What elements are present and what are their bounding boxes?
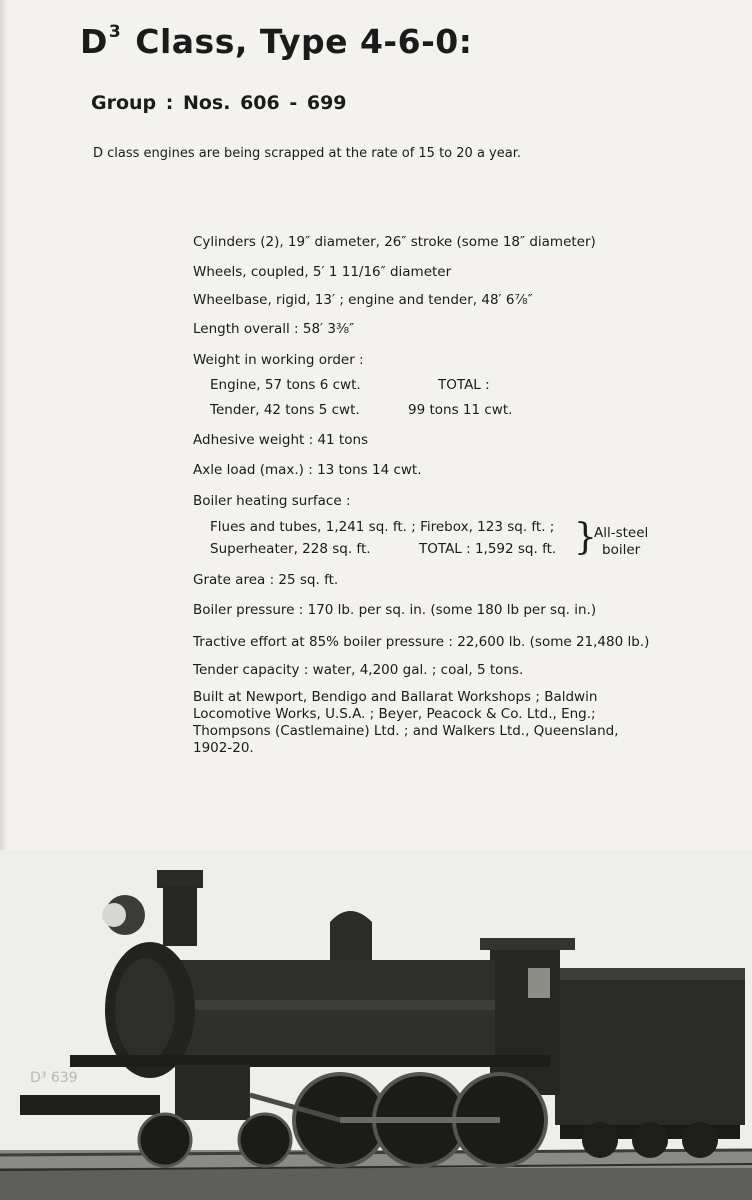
title-prefix: D [80, 22, 108, 61]
page-edge-shadow [0, 0, 8, 850]
spec-boiler-total: TOTAL : 1,592 sq. ft. [419, 541, 557, 557]
tender-body [555, 975, 745, 1125]
spec-superheater: Superheater, 228 sq. ft. [210, 541, 371, 557]
weight-total-value: 99 tons 11 cwt. [408, 402, 513, 418]
spec-wheelbase: Wheelbase, rigid, 13′ ; engine and tender, 48′ 6⅞″ [193, 292, 533, 308]
brace-glyph: } [574, 517, 597, 558]
title-superscript: 3 [108, 22, 122, 42]
locomotive-illustration [0, 850, 752, 1200]
steam-dome [330, 911, 372, 960]
spec-weight-heading: Weight in working order : [193, 352, 364, 368]
group-heading: Group : Nos. 606 - 699 [91, 92, 347, 114]
spec-grate: Grate area : 25 sq. ft. [193, 572, 339, 588]
spec-tender-capacity: Tender capacity : water, 4,200 gal. ; coal, 5 tons. [193, 662, 524, 678]
spec-tender-weight: Tender, 42 tons 5 cwt. [210, 402, 360, 418]
engine-number-plate: D³ 639 [30, 1070, 78, 1086]
allsteel-line-2: boiler [602, 542, 641, 558]
allsteel-note [594, 525, 648, 559]
spec-builders: Built at Newport, Bendigo and Ballarat Workshops ; Baldwin Locomotive Works, U.S.A. ; Beyer, Peacock & Co. Ltd., Eng.; Thompsons (Castlemaine) Ltd. ; and Walkers Ltd., Queensland, 1902-20. [193, 689, 619, 756]
title-rest: Class, Type 4-6-0: [135, 22, 473, 61]
spec-pressure: Boiler pressure : 170 lb. per sq. in. (some 180 lb per sq. in.) [193, 602, 597, 618]
cylinder [175, 1065, 250, 1120]
spec-adhesive: Adhesive weight : 41 tons [193, 432, 369, 448]
allsteel-line-1: All-steel [594, 525, 649, 541]
chimney [163, 886, 197, 946]
leading-wheel-2 [239, 1114, 291, 1166]
spec-wheels: Wheels, coupled, 5′ 1 11/16″ diameter [193, 264, 452, 280]
page-title [80, 22, 472, 61]
spec-engine-weight: Engine, 57 tons 6 cwt. [210, 377, 361, 393]
spec-cylinders: Cylinders (2), 19″ diameter, 26″ stroke (some 18″ diameter) [193, 234, 596, 250]
leading-wheel-1 [139, 1114, 191, 1166]
spec-boiler-heading: Boiler heating surface : [193, 493, 351, 509]
spec-tractive: Tractive effort at 85% boiler pressure : 22,600 lb. (some 21,480 lb.) [193, 634, 650, 650]
weight-total-label: TOTAL : [438, 377, 490, 393]
spec-flues: Flues and tubes, 1,241 sq. ft. ; Firebox, 123 sq. ft. ; [210, 519, 555, 535]
spec-axle-load: Axle load (max.) : 13 tons 14 cwt. [193, 462, 422, 478]
locomotive-photo [0, 850, 752, 1200]
scrapping-note: D class engines are being scrapped at the rate of 15 to 20 a year. [93, 146, 521, 161]
headlamp [102, 903, 126, 927]
spec-length: Length overall : 58′ 3⅜″ [193, 321, 355, 337]
